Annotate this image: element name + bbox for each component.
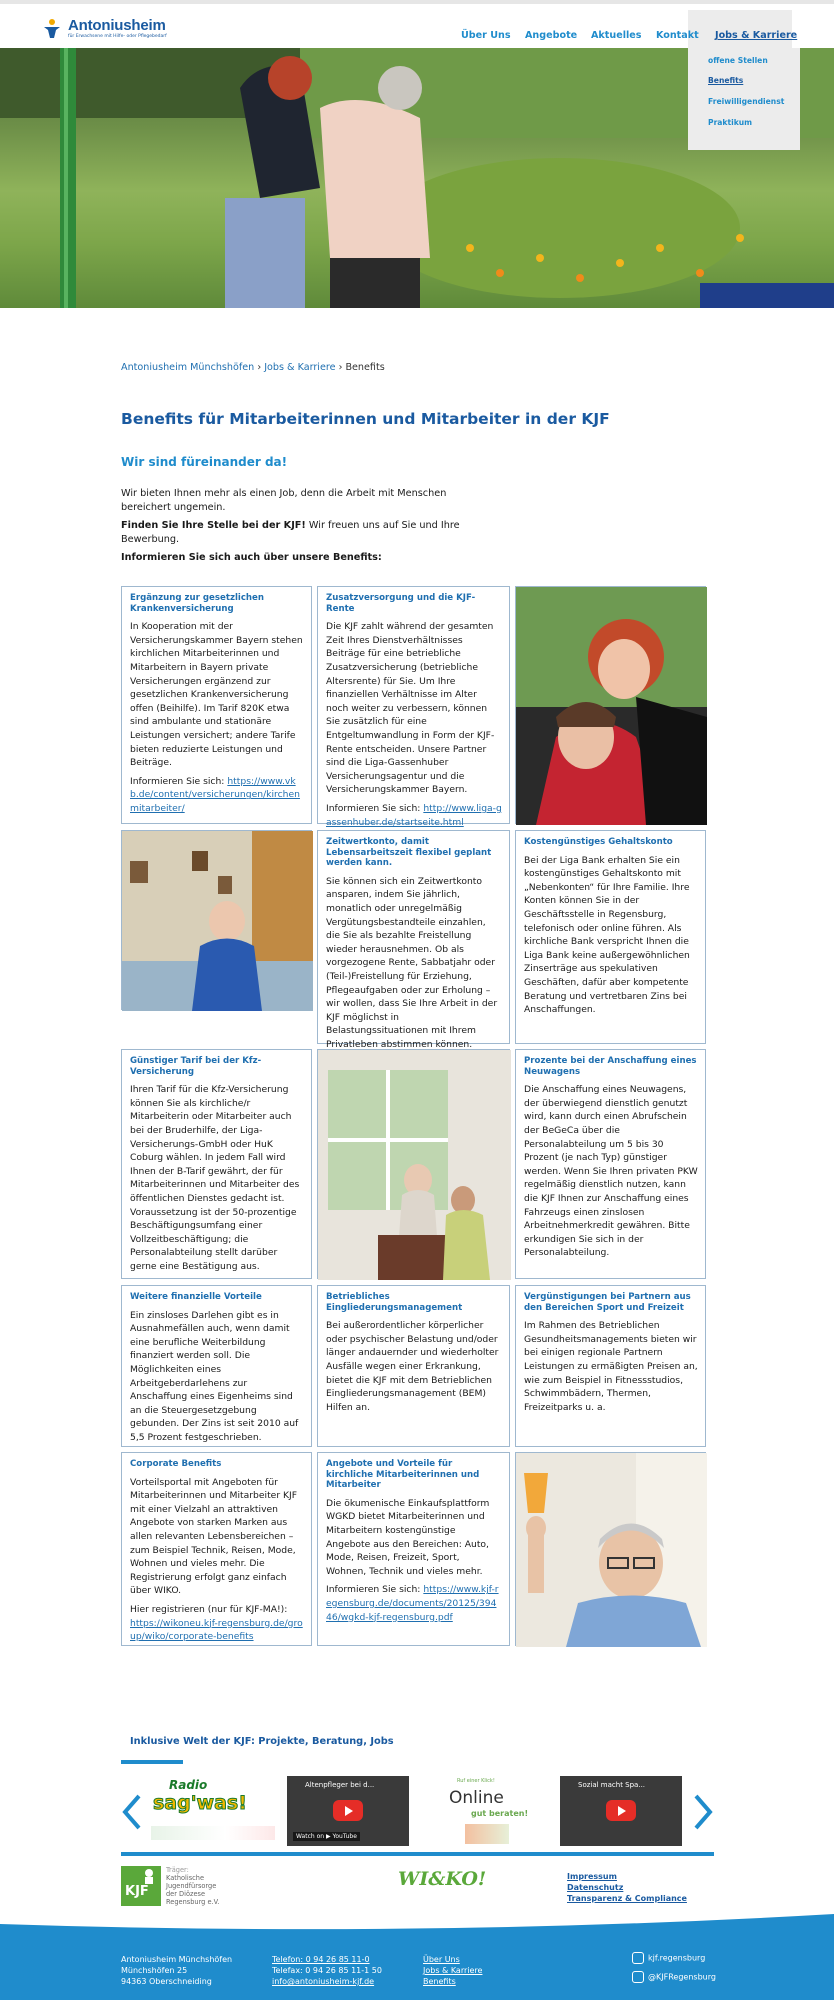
jobs-karriere-submenu bbox=[688, 48, 800, 150]
radio-label: Radio bbox=[169, 1778, 208, 1792]
breadcrumb-home[interactable]: Antoniusheim Münchshöfen bbox=[121, 362, 255, 373]
footer-contact bbox=[272, 1954, 382, 1987]
tile-text: Bei der Liga Bank erhalten Sie ein kostengünstiges Gehaltskonto mit „Nebenkonten“ für Ihre Familie. Ihre Konten können Sie in der Geschäftsstelle in Regensburg, telefonisch oder online führen. Als kirchliche Bank verspricht Ihnen die Liga Bank keine außergewöhnlichen Zinserträge aus spekulativen Geschäften, dafür aber kompetente Beratung und vertretbaren Zins bei Anschaffungen. bbox=[524, 854, 690, 1016]
footer-link-jobs[interactable]: Jobs & Karriere bbox=[423, 1966, 483, 1975]
kjf-logo-figure-icon bbox=[139, 1868, 159, 1884]
page-title: Benefits für Mitarbeiterinnen und Mitarbeiter in der KJF bbox=[121, 410, 610, 428]
benefit-tile-kirchliche-mitarbeiter bbox=[317, 1452, 510, 1646]
kjf-logo[interactable] bbox=[121, 1866, 161, 1906]
phone-link[interactable]: Telefon: 0 94 26 85 11-0 bbox=[272, 1955, 370, 1964]
tile-text: Im Rahmen des Betrieblichen Gesundheitsmanagements bieten wir bei einigen regionale Partnern Leistungen zu ermäßigten Preisen an, wie zum Beispiel in Fitnessstudios, Schwimmbädern, Thermen, Freizeitparks u. a. bbox=[524, 1320, 698, 1413]
intro-text bbox=[121, 487, 491, 569]
photo-man-raising-cup bbox=[515, 1452, 706, 1646]
tile-more-label: Informieren Sie sich: bbox=[326, 1584, 424, 1596]
nav-item-aktuelles[interactable]: Aktuelles bbox=[591, 30, 642, 41]
breadcrumb-separator: › bbox=[338, 362, 346, 373]
address-line: Münchshöfen 25 bbox=[121, 1966, 188, 1975]
tile-text: Sie können sich ein Zeitwertkonto ansparen, indem Sie jährlich, monatlich oder unregelmäßig Vergütungsbestandteile einzahlen, die Sie als bezahlte Freistellung wieder herausnehmen. Ob als vorgezogene Rente, Sabbatjahr oder (Teil-)Freistellung für Erziehung, Pflegeaufgaben oder zur Erholung – wir wollen, dass Sie Ihre Arbeit in der KJF möglichst in Belastungssituationen mit Ihrem Privatleben abstimmen können. bbox=[326, 875, 498, 1050]
submenu-benefits[interactable]: Benefits bbox=[708, 76, 744, 85]
tile-title: Zeitwertkonto, damit Lebensarbeitszeit flexibel geplant werden kann. bbox=[326, 837, 492, 869]
video-title: Altenpfleger bei d... bbox=[305, 1781, 375, 1789]
datenschutz-link[interactable]: Datenschutz bbox=[567, 1883, 624, 1892]
tile-more-label: Informieren Sie sich: bbox=[130, 775, 228, 787]
breadcrumb bbox=[121, 362, 385, 373]
youtube-handle: @KJFRegensburg bbox=[648, 1972, 716, 1982]
logo-tagline: für Erwachsene mit Hilfe- oder Pflegebedarf bbox=[68, 34, 167, 39]
instagram-link[interactable] bbox=[632, 1952, 705, 1964]
tile-more bbox=[326, 802, 502, 829]
nav-item-ueber-uns[interactable]: Über Uns bbox=[461, 30, 511, 41]
nav-item-kontakt[interactable]: Kontakt bbox=[656, 30, 699, 41]
kjf-logo-text: KJF bbox=[125, 1884, 149, 1899]
tile-title: Prozente bei der Anschaffung eines Neuwagens bbox=[524, 1056, 697, 1077]
nav-item-jobs-karriere[interactable]: Jobs & Karriere bbox=[715, 30, 798, 41]
fax-text: Telefax: 0 94 26 85 11-1 50 bbox=[272, 1966, 382, 1975]
sagwas-label: sag'was! bbox=[153, 1792, 247, 1814]
submenu-praktikum[interactable]: Praktikum bbox=[708, 118, 753, 127]
tile-text: Ihren Tarif für die Kfz-Versicherung können Sie als kirchliche/r Mitarbeiterin oder Mitarbeiter auch bei der Bruderhilfe, der Liga-Versicherungs-GmbH oder HuK Coburg wählen. In jedem Fall wird Ihnen der B-Tarif gewährt, der für Mitarbeiterinnen und Mitarbeiter des öffentlichen Dienstes gedacht ist. Voraussetzung ist der 50-prozentige Beschäftigungsumfang einer Vollzeitbeschäftigung; die Personalabteilung stellt darüber gerne eine Bestätigung aus. bbox=[130, 1084, 300, 1272]
tile-link[interactable]: https://www.kjf-regensburg.de/documents/20125/39446/wgkd-kjf-regensburg.pdf bbox=[326, 1584, 499, 1623]
video-title: Sozial macht Spa... bbox=[578, 1781, 646, 1789]
tile-more bbox=[326, 1583, 502, 1624]
online-label: Online bbox=[449, 1788, 504, 1808]
page-subtitle: Wir sind füreinander da! bbox=[121, 455, 288, 469]
photo-illustration bbox=[122, 831, 313, 1011]
address-line: Antoniusheim Münchshöfen bbox=[121, 1955, 233, 1964]
tile-text: In Kooperation mit der Versicherungskammer Bayern stehen kirchlichen Mitarbeiterinnen und Mitarbeitern in Bayern private Versicherungen ergänzend zur gesetzlichen Krankenversicherung offen (Beihilfe). Im Tarif 820K etwa sind ambulante und stationäre Leistungen versichert; andere Tarife bieten reduzierte Leistungen und Beiträge. bbox=[130, 621, 303, 769]
address-line: 94363 Oberschneiding bbox=[121, 1977, 212, 1986]
tile-text: Die KJF zahlt während der gesamten Zeit Ihres Dienstverhältnisses Beiträge für eine betriebliche Zusatzversicherung (betriebliche Altersrente) für Sie. Um Ihre finanziellen Verhältnisse im Alter noch weiter zu verbessern, können Sie zusätzlich für eine Entgeltumwandlung in Form der KJF-Rente entscheiden. Unsere Partner sind die Liga-Gassenhuber Versicherungsagentur und die Versicherungskammer Bayern. bbox=[326, 621, 495, 796]
site-footer bbox=[0, 1912, 834, 2000]
benefit-tile-neuwagen bbox=[515, 1049, 706, 1279]
tile-title: Ergänzung zur gesetzlichen Krankenversicherung bbox=[130, 593, 264, 614]
section-title: Inklusive Welt der KJF: Projekte, Beratung, Jobs bbox=[130, 1736, 394, 1747]
section-underline bbox=[121, 1760, 183, 1764]
traeger-label: Träger: bbox=[166, 1866, 189, 1874]
benefit-tile-zeitwertkonto bbox=[317, 830, 510, 1050]
tile-title: Corporate Benefits bbox=[130, 1459, 222, 1469]
benefit-tile-sport-freizeit bbox=[515, 1285, 706, 1447]
tile-text: Vorteilsportal mit Angeboten für Mitarbeiterinnen und Mitarbeiter KJF mit einer Vielzahl an attraktiven Angebote von starken Marken aus allen relevanten Lebensbereichen – zum Beispiel Technik, Reisen, Mode, Wohnen und vieles mehr. Die Registrierung erfolgt ganz einfach über WIKO. bbox=[130, 1476, 298, 1597]
site-logo[interactable] bbox=[42, 16, 166, 44]
benefit-tile-eingliederungsmanagement bbox=[317, 1285, 510, 1447]
online-top-label: Ruf einer Klick! bbox=[457, 1778, 495, 1784]
tile-more bbox=[130, 1603, 304, 1644]
tile-link[interactable]: https://www.vkb.de/content/versicherungen/kirchenmitarbeiter/ bbox=[130, 775, 300, 814]
carousel-divider bbox=[121, 1852, 714, 1856]
radio-sagwas-banner[interactable] bbox=[151, 1778, 275, 1846]
footer-link-ueber-uns[interactable]: Über Uns bbox=[423, 1955, 460, 1964]
breadcrumb-current: Benefits bbox=[345, 362, 385, 373]
traeger-line: Katholische bbox=[166, 1874, 205, 1882]
youtube-icon bbox=[632, 1971, 644, 1983]
tile-title: Betriebliches Eingliederungsmanagement bbox=[326, 1292, 463, 1313]
footer-link-benefits[interactable]: Benefits bbox=[423, 1977, 456, 1986]
tile-text: Die ökumenische Einkaufsplattform WGKD bietet Mitarbeiterinnen und Mitarbeitern kostengünstige Angebote aus den Bereichen: Auto, Mode, Reisen, Freizeit, Sport, Wohnen, Technik und vieles mehr. bbox=[326, 1497, 490, 1577]
tile-title: Günstiger Tarif bei der Kfz-Versicherung bbox=[130, 1056, 262, 1077]
tile-more-label: Informieren Sie sich: bbox=[326, 802, 424, 814]
tile-more bbox=[130, 775, 304, 816]
benefit-tile-zusatzversorgung bbox=[317, 586, 510, 828]
youtube-play-icon[interactable] bbox=[333, 1800, 363, 1821]
antoniusheim-logo-icon bbox=[42, 18, 62, 38]
tile-link[interactable]: http://www.liga-gassenhuber.de/startseite.html bbox=[326, 802, 502, 828]
legal-links bbox=[567, 1871, 687, 1904]
footer-nav bbox=[423, 1954, 482, 1987]
benefit-tile-corporate-benefits bbox=[121, 1452, 312, 1646]
tile-more-label: Hier registrieren (nur für KJF-MA!): bbox=[130, 1603, 288, 1615]
wiko-logo[interactable]: WI&KO! bbox=[398, 1868, 487, 1890]
radio-sponsor-strip bbox=[151, 1826, 275, 1840]
traeger-line: der Diözese bbox=[166, 1890, 206, 1898]
benefit-tile-finanzielle-vorteile bbox=[121, 1285, 312, 1447]
footer-address bbox=[121, 1954, 232, 1987]
intro-benefits-lead: Informieren Sie sich auch über unsere Benefits: bbox=[121, 552, 382, 563]
tile-link[interactable]: https://wikoneu.kjf-regensburg.de/group/wiko/corporate-benefits bbox=[130, 1617, 303, 1643]
video-sozial-macht-spass[interactable] bbox=[560, 1776, 682, 1846]
logo-name: Antoniusheim bbox=[68, 17, 166, 34]
nav-item-angebote[interactable]: Angebote bbox=[525, 30, 578, 41]
impressum-link[interactable]: Impressum bbox=[567, 1872, 617, 1881]
tile-text: Bei außerordentlicher körperlicher oder psychischer Belastung und/oder länger andauernder und wiederholter Ausfälle wegen einer Erkrankung, bietet die KJF mit dem Betrieblichen Eingliederungsmanagement (BEM) Hilfen an. bbox=[326, 1320, 499, 1413]
gut-beraten-label: gut beraten! bbox=[471, 1809, 529, 1818]
photo-illustration bbox=[516, 587, 707, 825]
online-sponsor-strip bbox=[465, 1824, 509, 1844]
chevron-left-icon[interactable] bbox=[121, 1794, 145, 1830]
instagram-handle: kjf.regensburg bbox=[648, 1953, 706, 1963]
submenu-freiwilligendienst[interactable]: Freiwilligendienst bbox=[708, 97, 785, 106]
footer-wave bbox=[0, 1912, 834, 1930]
benefit-tile-krankenversicherung bbox=[121, 586, 312, 824]
photo-illustration bbox=[516, 1453, 707, 1647]
traeger-line: Jugendfürsorge bbox=[166, 1882, 217, 1890]
traeger-text bbox=[166, 1866, 219, 1906]
photo-two-women-smiling bbox=[515, 586, 706, 824]
project-carousel bbox=[121, 1776, 714, 1848]
photo-conservatory-conversation bbox=[317, 1049, 510, 1279]
intro-paragraph: Wir bieten Ihnen mehr als einen Job, denn die Arbeit mit Menschen bereichert ungemein. bbox=[121, 488, 447, 513]
photo-elderly-woman-room bbox=[121, 830, 312, 1010]
watch-on-youtube: Watch on ▶ YouTube bbox=[293, 1832, 360, 1841]
tile-title: Zusatzversorgung und die KJF-Rente bbox=[326, 593, 476, 614]
benefit-tile-gehaltskonto bbox=[515, 830, 706, 1044]
tile-title: Vergünstigungen bei Partnern aus den Bereichen Sport und Freizeit bbox=[524, 1292, 691, 1313]
breadcrumb-section[interactable]: Jobs & Karriere bbox=[264, 362, 336, 373]
tile-title: Weitere finanzielle Vorteile bbox=[130, 1292, 262, 1302]
submenu-offene-stellen[interactable]: offene Stellen bbox=[708, 56, 768, 65]
video-altenpfleger[interactable] bbox=[287, 1776, 409, 1846]
top-navigation-bar bbox=[0, 0, 834, 48]
benefit-tile-kfz-versicherung bbox=[121, 1049, 312, 1279]
online-beratung-banner[interactable] bbox=[441, 1778, 537, 1846]
intro-paragraph-job bbox=[121, 519, 491, 547]
instagram-icon bbox=[632, 1952, 644, 1964]
transparenz-link[interactable]: Transparenz & Compliance bbox=[567, 1894, 687, 1903]
breadcrumb-separator: › bbox=[257, 362, 265, 373]
photo-illustration bbox=[318, 1050, 511, 1280]
traeger-line: Regensburg e.V. bbox=[166, 1898, 220, 1906]
youtube-play-icon[interactable] bbox=[606, 1800, 636, 1821]
tile-title: Angebote und Vorteile für kirchliche Mitarbeiterinnen und Mitarbeiter bbox=[326, 1459, 480, 1491]
intro-rest: Wir freuen uns auf Sie und Ihre Bewerbung. bbox=[121, 520, 460, 545]
youtube-link[interactable] bbox=[632, 1971, 716, 1983]
chevron-right-icon[interactable] bbox=[690, 1794, 714, 1830]
email-link[interactable]: info@antoniusheim-kjf.de bbox=[272, 1977, 375, 1986]
tile-text: Die Anschaffung eines Neuwagens, der überwiegend dienstlich genutzt wird, kann durch einen Abrufschein der BeGeCa über die Personalabteilung um 5 bis 30 Prozent (je nach Typ) günstiger werden. Wenn Sie Ihren privaten PKW regelmäßig dienstlich nutzen, kann die KJF Ihnen zur Anschaffung eines Fahrzeugs einen zinslosen Arbeitnehmerkredit gewähren. Bitte erkundigen Sie sich in der Personalabteilung. bbox=[524, 1084, 698, 1259]
intro-bold: Finden Sie Ihre Stelle bei der KJF! bbox=[121, 520, 306, 531]
tile-title: Kostengünstiges Gehaltskonto bbox=[524, 837, 673, 847]
tile-text: Ein zinsloses Darlehen gibt es in Ausnahmefällen auch, wenn damit eine berufliche Weiterbildung finanziert werden soll. Die Möglichkeiten eines Arbeitgeberdarlehens zur Anschaffung eines Eigenheims sind an die Steuergesetzgebung gebunden. Der Zins ist seit 2010 auf 5,5 Prozent festgeschrieben. bbox=[130, 1309, 299, 1443]
